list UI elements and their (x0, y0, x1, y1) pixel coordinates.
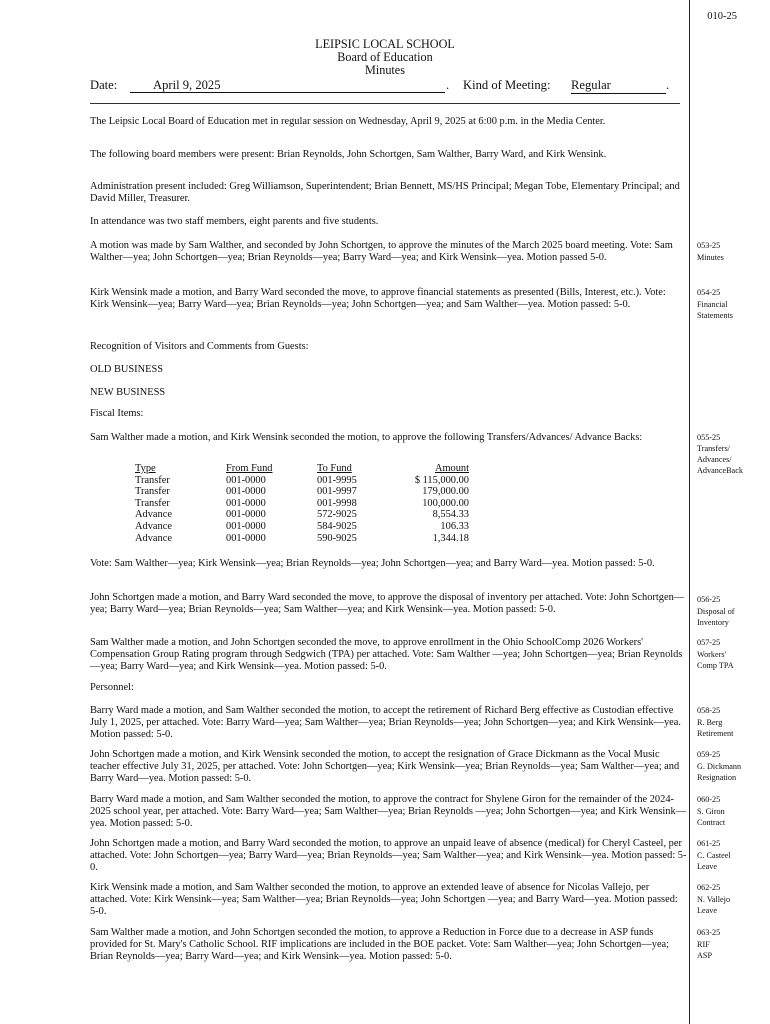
attendance-paragraph: In attendance was two staff members, eight parents and five students. (90, 216, 379, 227)
motion-056-paragraph: John Schortgen made a motion, and Barry Ward seconded the move, to approve the disposal of inventory per attached. Vote: John Schortgen—yea; Barry Ward—yea; Brian Reynolds—yea; Sam Walther—yea; and Kirk Wensink—yea. Motion passed: 5-0. (90, 592, 685, 615)
table-row: Advance 001-0000 584-9025 106.33 (135, 520, 469, 532)
kind-period: . (666, 78, 670, 92)
table-row: Advance 001-0000 572-9025 8,554.33 (135, 509, 469, 521)
motion-053-paragraph: A motion was made by Sam Walther, and seconded by John Schortgen, to approve the minutes of the March 2025 board meeting. Vote: Sam Walther—yea; John Schortgen—yea; Brian Reynolds—yea; Barry Ward—yea; and Kirk Wensink—yea. Motion passed 5-0. (90, 240, 673, 263)
margin-note-060: 060-25 S. Giron Contract (697, 795, 726, 827)
table-row: Transfer 001-0000 001-9995 $ 115,000.00 (135, 474, 469, 486)
fund-transfer-table (135, 463, 469, 544)
members-present-paragraph: The following board members were present: Brian Reynolds, John Schortgen, Sam Walther, Barry Ward, and Kirk Wensink. (90, 149, 607, 160)
col-to-fund-header: To Fund (317, 463, 352, 474)
table-row: Transfer 001-0000 001-9998 100,000.00 (135, 497, 469, 509)
document-title: Minutes (365, 63, 405, 77)
date-value: April 9, 2025 (130, 79, 445, 93)
margin-note-057: 057-25 Workers' Comp TPA (697, 638, 734, 670)
page-number: 010-25 (707, 11, 737, 22)
administration-paragraph: Administration present included: Greg Williamson, Superintendent; Brian Bennett, MS/HS Principal; Megan Tobe, Elementary Principal; and David Miller, Treasurer. (90, 181, 680, 204)
fiscal-items-heading: Fiscal Items: (90, 408, 144, 419)
col-type-header: Type (135, 463, 156, 474)
motion-059-paragraph: John Schortgen made a motion, and Kirk Wensink seconded the motion, to accept the resignation of Grace Dickmann as the Vocal Music teacher effective July 31, 2025, per attached. Vote: John Schortgen—yea; Kirk Wensink—yea; Brian Reynolds—yea; Sam Walther—yea; and Barry Ward—yea. Motion passed: 5-0. (90, 749, 680, 784)
table-header-row (135, 463, 469, 475)
new-business-heading: NEW BUSINESS (90, 387, 166, 398)
table-row: Transfer 001-0000 001-9997 179,000.00 (135, 486, 469, 498)
header-rule (90, 103, 680, 104)
col-amount-header: Amount (434, 463, 469, 474)
meeting-kind-value: Regular (571, 79, 666, 94)
board-name: Board of Education (337, 50, 433, 64)
motion-063-paragraph: Sam Walther made a motion, and John Schortgen seconded the motion, to approve a Reduction in Force due to a decrease in ASP funds provided for St. Mary's Catholic School. RIF implications are included in the BOE packet. Vote: Sam Walther—yea; John Schortgen—yea; Brian Reynolds—yea; Barry Ward—yea; and Kirk Wensink—yea. Motion passed: 5-0. (90, 927, 670, 962)
margin-note-055: 055-25 Transfers/ Advances/ AdvanceBack (697, 433, 743, 475)
motion-062-paragraph: Kirk Wensink made a motion, and Sam Walther seconded the motion, to approve an extended leave of absence for Nicolas Vallejo, per attached. Vote: Kirk Wensink—yea; Sam Walther—yea; Brian Reynolds—yea; John Schortgen —yea; and Barry Ward—yea. Motion passed: 5-0. (90, 882, 678, 917)
table-row: Advance 001-0000 590-9025 1,344.18 (135, 532, 469, 544)
margin-note-053: 053-25 Minutes (697, 241, 724, 262)
motion-058-paragraph: Barry Ward made a motion, and Sam Walther seconded the motion, to accept the retirement of Richard Berg effective as Custodian effective July 1, 2025, per attached. Vote: Barry Ward—yea; Sam Walther—yea; Brian Reynolds—yea; John Schortgen—yea; and Kirk Wensink—yea. Motion passed: 5-0. (90, 705, 681, 740)
motion-061-paragraph: John Schortgen made a motion, and Barry Ward seconded the motion, to approve an unpaid leave of absence (medical) for Cheryl Casteel, per attached. Vote: John Schortgen—yea; Barry Ward—yea; Brian Reynolds—yea; Sam Walther—yea; and Kirk Wensink—yea. Motion passed: 5-0. (90, 838, 687, 873)
col-from-fund-header: From Fund (226, 463, 273, 474)
meeting-kind-label: Kind of Meeting: (463, 78, 551, 92)
recognition-heading: Recognition of Visitors and Comments from Guests: (90, 341, 309, 352)
date-period: . (446, 78, 450, 92)
motion-055-vote: Vote: Sam Walther—yea; Kirk Wensink—yea; Brian Reynolds—yea; John Schortgen—yea; and Barry Ward—yea. Motion passed: 5-0. (90, 558, 655, 569)
motion-055-paragraph: Sam Walther made a motion, and Kirk Wensink seconded the motion, to approve the following Transfers/Advances/ Advance Backs: (90, 432, 643, 443)
meeting-date-line (90, 79, 680, 95)
motion-057-paragraph: Sam Walther made a motion, and John Schortgen seconded the move, to approve enrollment in the Ohio SchoolComp 2026 Workers' Compensation Group Rating program through Sedgwich (TPA) per attached. Vote: Sam Walther —yea; John Schortgen—yea; Brian Reynolds—yea; Barry Ward—yea; and Kirk Wensink—yea. Motion passed: 5-0. (90, 637, 683, 672)
margin-note-059: 059-25 G. Dickmann Resignation (697, 750, 742, 782)
motion-054-paragraph: Kirk Wensink made a motion, and Barry Ward seconded the move, to approve financial statements as presented (Bills, Interest, etc.). Vote: Kirk Wensink—yea; Barry Ward—yea; Brian Reynolds—yea; John Schortgen—yea; and Sam Walther—yea. Motion passed: 5-0. (90, 287, 666, 310)
margin-note-062: 062-25 N. Vallejo Leave (697, 883, 731, 915)
margin-note-058: 058-25 R. Berg Retirement (697, 706, 734, 738)
margin-note-063: 063-25 RIF ASP (697, 928, 721, 960)
margin-note-054: 054-25 Financial Statements (697, 288, 733, 320)
intro-paragraph: The Leipsic Local Board of Education met in regular session on Wednesday, April 9, 2025 at 6:00 p.m. in the Media Center. (90, 116, 606, 127)
school-name: LEIPSIC LOCAL SCHOOL (315, 37, 455, 51)
date-label: Date: (90, 78, 118, 92)
margin-note-056: 056-25 Disposal of Inventory (697, 595, 735, 627)
motion-060-paragraph: Barry Ward made a motion, and Sam Walther seconded the motion, to approve the contract for Shylene Giron for the remainder of the 2024-2025 school year, per attached. Vote: Barry Ward—yea; Sam Walther—yea; Brian Reynolds —yea; John Schortgen—yea; and Kirk Wensink—yea. Motion passed: 5-0. (90, 794, 687, 829)
personnel-heading: Personnel: (90, 682, 134, 693)
margin-note-061: 061-25 C. Casteel Leave (697, 839, 731, 871)
old-business-heading: OLD BUSINESS (90, 364, 164, 375)
margin-divider-line (689, 0, 690, 1024)
